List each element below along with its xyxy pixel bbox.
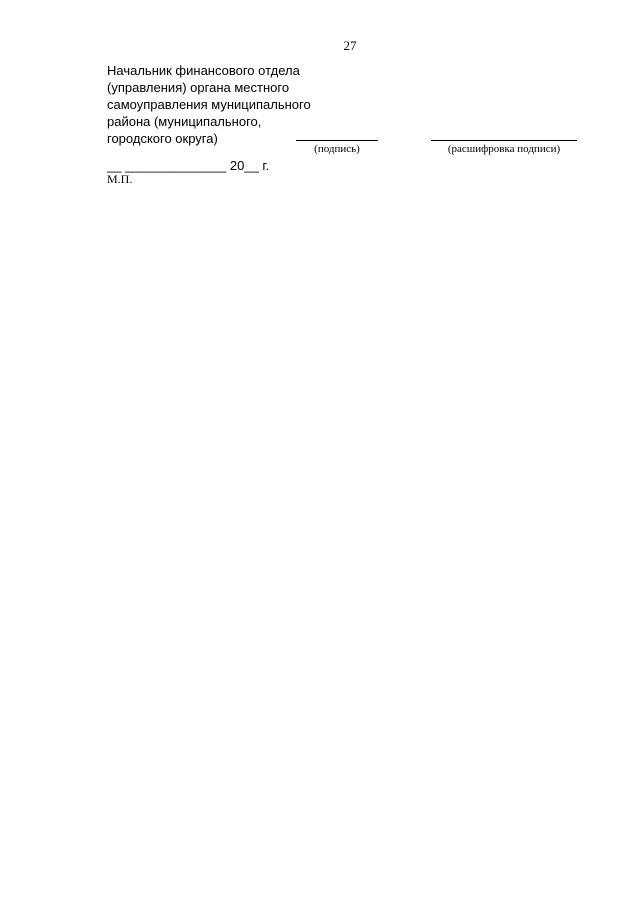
signatory-position-title xyxy=(107,62,327,147)
page-number: 27 xyxy=(343,38,357,53)
signature-line xyxy=(296,140,378,141)
position-title-line: самоуправления муниципального xyxy=(107,97,311,112)
signature-decoding-line xyxy=(431,140,577,141)
position-title-line: городского округа) xyxy=(107,131,218,146)
signature-decoding-caption: (расшифровка подписи) xyxy=(447,143,561,155)
position-title-line: (управления) органа местного xyxy=(107,80,290,95)
seal-mark: М.П. xyxy=(107,172,133,186)
signature-field xyxy=(296,140,378,155)
date-line: __ ______________ 20__ г. xyxy=(107,158,270,173)
position-title-line: Начальник финансового отдела xyxy=(107,63,300,78)
signature-caption: (подпись) xyxy=(314,143,360,155)
signature-decoding-field xyxy=(431,140,577,155)
position-title-line: района (муниципального, xyxy=(107,114,262,129)
